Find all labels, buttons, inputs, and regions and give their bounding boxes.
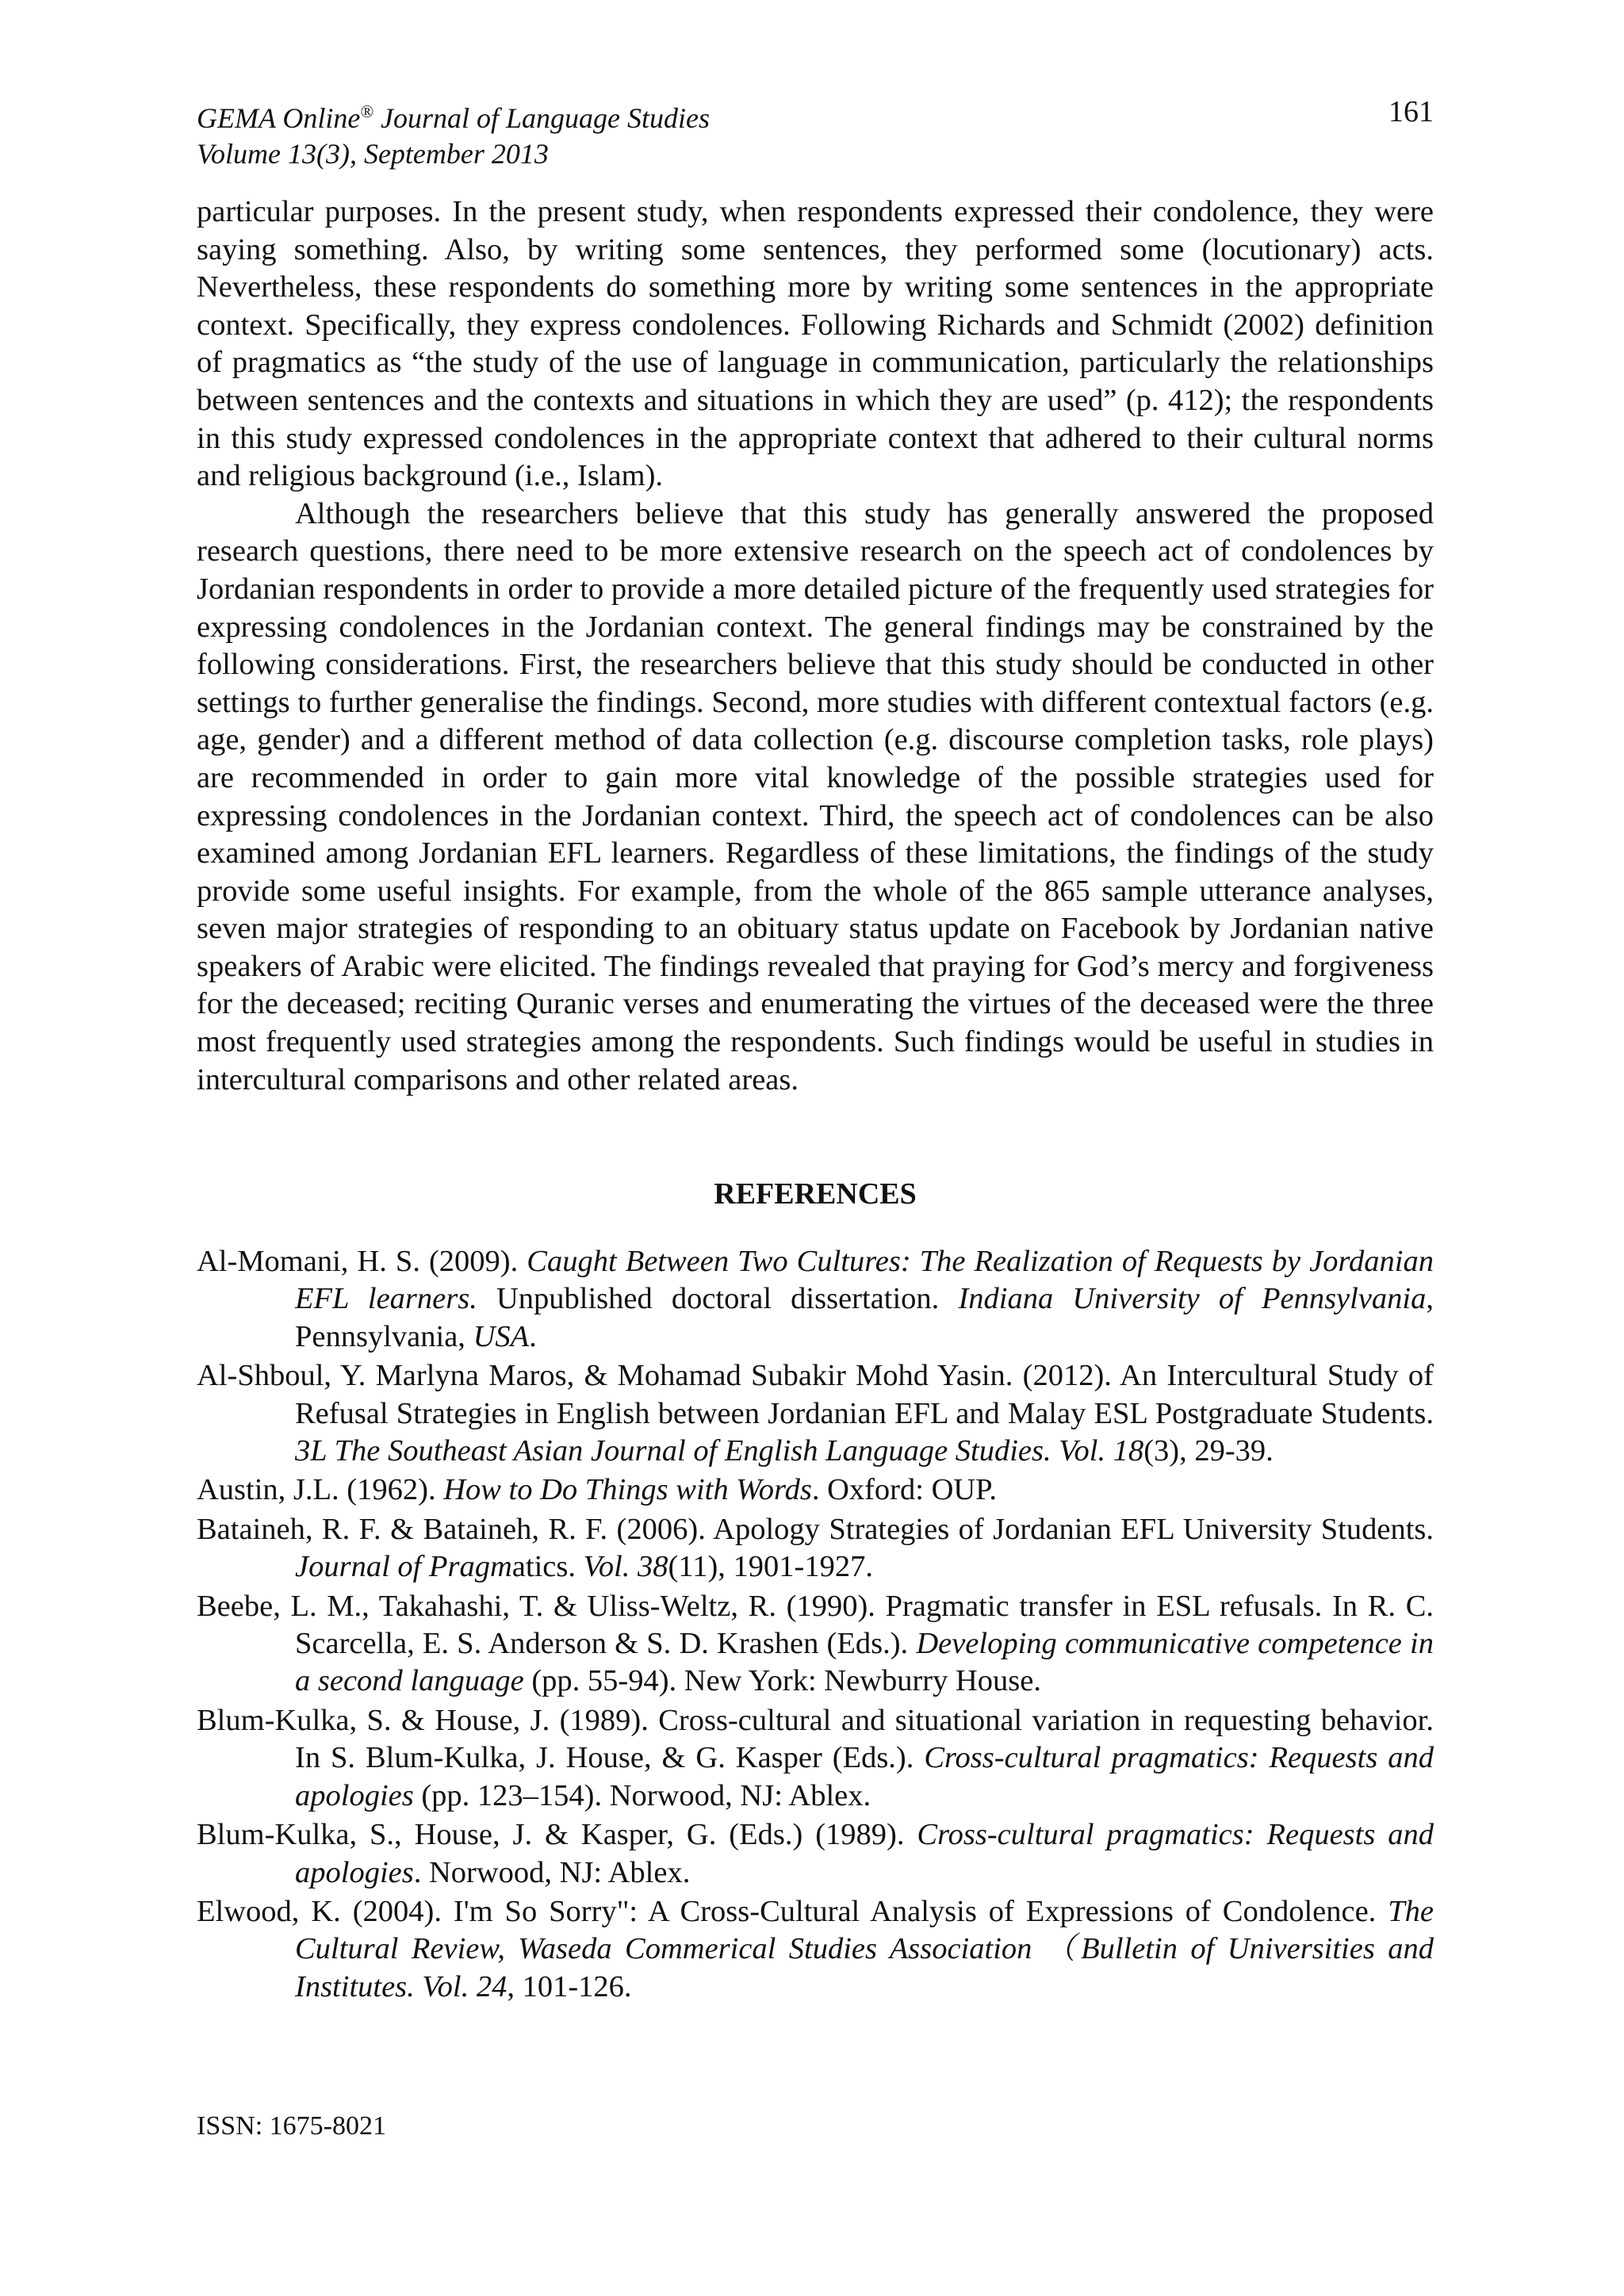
reference-entry — [197, 1588, 1434, 1701]
references-heading: REFERENCES — [714, 1177, 917, 1211]
running-header — [197, 94, 1434, 171]
reference-segment: . — [529, 1319, 537, 1353]
reference-segment: Beebe, L. M., Takahashi, T. & Uliss-Weltz, R. (1990). Pragmatic transfer in ESL refusals. In R. C. Scarcella, E. S. Anderson & S. D. Krashen (Eds.). — [197, 1589, 1434, 1661]
issn-footer: ISSN: 1675-8021 — [197, 2111, 386, 2141]
reference-italic-segment: The Cultural Review, Waseda Commerical Studies Association （Bulletin of Universities and Institutes. Vol. 24 — [295, 1894, 1434, 2003]
reference-italic-segment: Developing communicative competence in a second language — [295, 1627, 1434, 1698]
journal-name-rest: Journal of Language Studies — [373, 102, 710, 134]
reference-italic-segment: 3L The Southeast Asian Journal of English Language Studies. Vol. 18 — [295, 1434, 1144, 1468]
reference-italic-segment: How to Do Things with Words — [443, 1473, 812, 1507]
reference-segment: (3), 29-39. — [1143, 1434, 1274, 1468]
reference-entry — [197, 1893, 1434, 2006]
reference-segment: . Norwood, NJ: Ablex. — [413, 1855, 691, 1889]
page-number: 161 — [1388, 95, 1434, 128]
paragraph-2: Although the researchers believe that this study has generally answered the proposed research questions, there need to be more extensive research on the speech act of condolences by Jordanian respondents in order to provide a more detailed picture of the frequently used strategies for expressing condolences in the Jordanian context. The general findings may be constrained by the following considerations. First, the researchers believe that this study should be conducted in other settings to further generalise the findings. Second, more studies with different contextual factors (e.g. age, gender) and a different method of data collection (e.g. discourse completion tasks, role plays) are recommended in order to gain more vital knowledge of the possible strategies used for expressing condolences in the Jordanian context. Third, the speech act of condolences can be also examined among Jordanian EFL learners. Regardless of these limitations, the findings of the study provide some useful insights. For example, from the whole of the 865 sample utterance analyses, seven major strategies of responding to an obituary status update on Facebook by Jordanian native speakers of Arabic were elicited. The findings revealed that praying for God’s mercy and forgiveness for the deceased; reciting Quranic verses and enumerating the virtues of the deceased were the three most frequently used strategies among the respondents. Such findings would be useful in studies in intercultural comparisons and other related areas. — [197, 496, 1434, 1096]
reference-segment: Bataineh, R. F. & Bataineh, R. F. (2006). Apology Strategies of Jordanian EFL University Students. — [197, 1512, 1434, 1546]
reference-italic-segment: Journal of Pragm — [295, 1550, 512, 1584]
reference-italic-segment: Vol. 38 — [583, 1550, 668, 1584]
registered-mark: ® — [360, 101, 374, 121]
journal-name: GEMA Online — [197, 102, 361, 134]
journal-title — [197, 94, 1434, 136]
reference-segment: . Oxford: OUP. — [811, 1473, 997, 1507]
paragraph-1: particular purposes. In the present study, when respondents expressed their condolence, they were saying something. Also, by writing some sentences, they performed some (locutionary) acts. Nevertheless, these respondents do something more by writing some sentences in the appropriate context. Specifically, they express condolences. Following Richards and Schmidt (2002) definition of pragmatics as “the study of the use of language in communication, particularly the relationships between sentences and the contexts and situations in which they are used” (p. 412); the respondents in this study expressed condolences in the appropriate context that adhered to their cultural norms and religious background (i.e., Islam). — [197, 195, 1434, 493]
reference-italic-segment: USA — [473, 1319, 530, 1353]
reference-italic-segment: Cross-cultural pragmatics: Requests and apologies — [295, 1818, 1434, 1889]
reference-segment: (11), 1901-1927. — [668, 1550, 873, 1584]
reference-entry — [197, 1702, 1434, 1815]
reference-segment: (pp. 123–154). Norwood, NJ: Ablex. — [413, 1778, 871, 1812]
reference-segment: (pp. 55-94). New York: Newburry House. — [523, 1664, 1041, 1698]
reference-italic-segment: Caught Between Two Cultures: The Realization of Requests by Jordanian EFL learners. — [295, 1245, 1434, 1316]
reference-entry — [197, 1243, 1434, 1356]
reference-italic-segment: Indiana University of Pennsylvania — [958, 1282, 1427, 1316]
reference-italic-segment: Cross-cultural pragmatics: Requests and apologies — [295, 1741, 1434, 1812]
reference-segment: Al-Shboul, Y. Marlyna Maros, & Mohamad Subakir Mohd Yasin. (2012). An Intercultural Study of Refusal Strategies in English between Jordanian EFL and Malay ESL Postgraduate Students. — [197, 1359, 1434, 1430]
reference-segment: Blum-Kulka, S. & House, J. (1989). Cross-cultural and situational variation in requesting behavior. In S. Blum-Kulka, J. House, & G. Kasper (Eds.). — [197, 1703, 1434, 1775]
reference-segment: Blum-Kulka, S., House, J. & Kasper, G. (Eds.) (1989). — [197, 1818, 917, 1852]
reference-segment: Austin, J.L. (1962). — [197, 1473, 444, 1507]
reference-entry — [197, 1816, 1434, 1892]
reference-segment: , 101-126. — [507, 1969, 632, 2003]
reference-entry — [197, 1357, 1434, 1470]
reference-segment: atics. — [511, 1550, 584, 1584]
references-list — [197, 1243, 1434, 2007]
reference-segment: Al-Momani, H. S. (2009). — [197, 1245, 527, 1278]
reference-segment: Unpublished doctoral dissertation. — [477, 1282, 959, 1316]
volume-info: Volume 13(3), September 2013 — [197, 138, 549, 170]
reference-entry — [197, 1471, 1434, 1509]
reference-segment: , Pennsylvania, — [295, 1282, 1434, 1353]
reference-segment: Elwood, K. (2004). I'm So Sorry": A Cross-Cultural Analysis of Expressions of Condolence. — [197, 1894, 1388, 1928]
reference-entry — [197, 1511, 1434, 1586]
body-text — [197, 193, 1434, 1099]
